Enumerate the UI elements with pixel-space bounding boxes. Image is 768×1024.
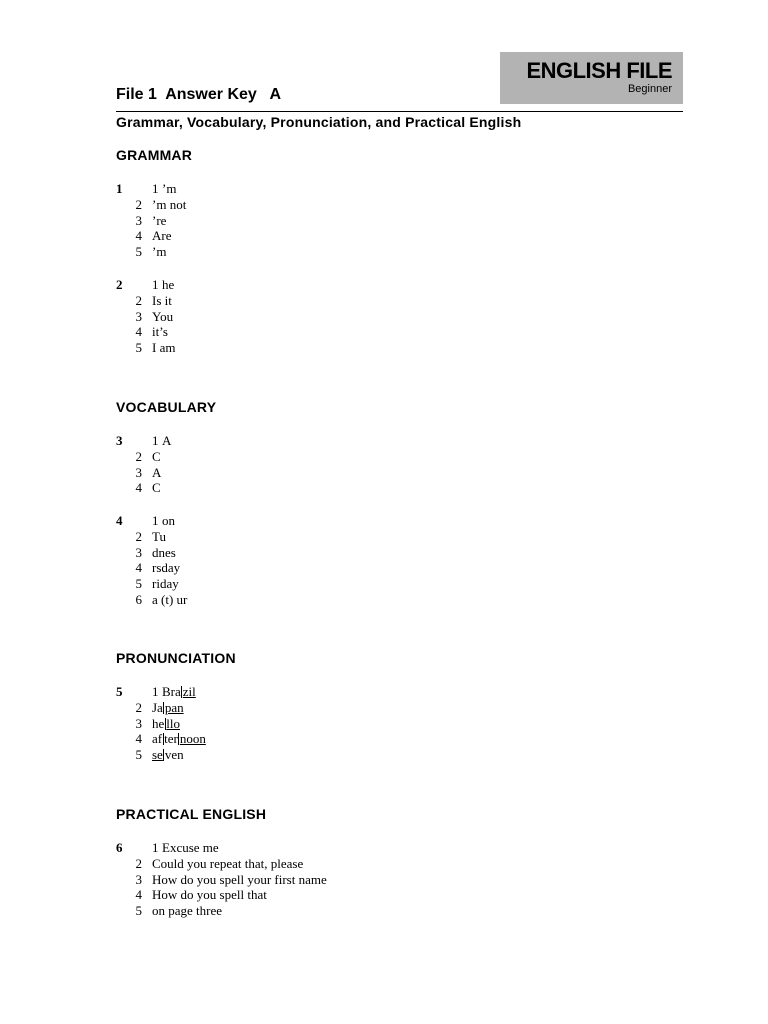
item-number: 1 [152,433,159,448]
answer-text: You [152,308,174,324]
item-number: 2 [135,292,142,308]
answer-line [0,449,768,465]
answer-line [0,576,768,592]
answer-text: Excuse me [162,840,219,855]
item-number: 2 [135,855,142,871]
answer-line [0,887,768,903]
item-number: 2 [135,699,142,715]
answer-text: ’m [162,181,177,196]
stressed-syllable: noon [179,731,206,747]
answer-text [152,731,206,747]
item-number: 3 [135,544,142,560]
answer-line [0,197,768,213]
exercise-number: 5 [116,684,123,699]
answer-text: rsday [152,560,181,576]
answer-line [0,545,768,561]
item-number: 3 [135,871,142,887]
stressed-syllable: pan [164,699,184,715]
item-number: 3 [135,715,142,731]
answer-line [0,340,768,356]
answer-text: A [162,433,172,448]
stressed-syllable: llo [166,715,181,731]
answer-text: A [152,464,162,480]
answer-text [162,684,196,700]
answer-text: dnes [152,544,176,560]
answer-text [152,716,180,732]
item-number: 1 [152,277,159,292]
answer-line [0,433,768,449]
title-divider [116,111,683,112]
answer-line [0,513,768,529]
answer-text: ’re [152,212,167,228]
exercise-number: 3 [116,433,123,448]
page-subtitle: Grammar, Vocabulary, Pronunciation, and Practical English [116,114,522,130]
exercise-5 [0,684,768,763]
section-heading-grammar: GRAMMAR [116,147,193,163]
exercise-2 [0,277,768,356]
answer-text: Is it [152,292,172,308]
logo-subtitle: Beginner [627,83,672,95]
answer-line [0,716,768,732]
logo-title: ENGLISH FILE [526,58,672,83]
item-number: 1 [152,840,159,855]
answer-text: riday [152,576,179,592]
syllable: Bra [162,684,181,699]
answer-line [0,324,768,340]
item-number: 4 [135,731,142,747]
exercise-number: 1 [116,181,123,196]
item-number: 4 [135,887,142,903]
answer-text: C [152,480,161,496]
item-number: 4 [135,324,142,340]
exercise-6 [0,840,768,919]
answer-text: Are [152,228,172,244]
answer-line [0,465,768,481]
page-title: File 1 Answer Key A [116,86,282,103]
answer-text: I am [152,340,176,356]
answer-line [0,480,768,496]
answer-line [0,840,768,856]
item-number: 3 [135,308,142,324]
answer-line [0,228,768,244]
exercise-1 [0,181,768,260]
section-heading-practical-english: PRACTICAL ENGLISH [116,806,267,822]
item-number: 5 [135,244,142,260]
syllable: Ja [152,699,163,715]
item-number: 6 [135,591,142,607]
exercise-number: 2 [116,277,123,292]
answer-text: How do you spell your first name [152,871,327,887]
answer-line [0,309,768,325]
item-number: 5 [135,747,142,763]
exercise-4 [0,513,768,608]
answer-line [0,529,768,545]
stressed-syllable: se [152,747,163,763]
answer-text: a (t) ur [152,591,188,607]
item-number: 5 [135,576,142,592]
section-heading-pronunciation: PRONUNCIATION [116,650,236,666]
answer-line [0,856,768,872]
exercise-number: 4 [116,513,123,528]
answer-text: C [152,448,161,464]
item-number: 2 [135,448,142,464]
answer-line [0,213,768,229]
logo [500,52,683,104]
item-number: 1 [152,181,159,196]
syllable: ven [164,747,184,763]
answer-line [0,872,768,888]
answer-line [0,731,768,747]
answer-line [0,747,768,763]
section-heading-vocabulary: VOCABULARY [116,399,217,415]
answer-text: on page three [152,903,223,919]
answer-text: Could you repeat that, please [152,855,304,871]
answer-text: on [162,513,175,528]
answer-text: Tu [152,528,166,544]
answer-text [152,700,184,716]
syllable: he [152,715,165,731]
item-number: 2 [135,196,142,212]
answer-line [0,277,768,293]
answer-text: ’m not [152,196,187,212]
answer-line [0,560,768,576]
syllable: ter [164,731,178,747]
syllable: af [152,731,163,747]
item-number: 4 [135,480,142,496]
item-number: 1 [152,684,159,699]
item-number: 1 [152,513,159,528]
answer-line [0,293,768,309]
answer-line [0,592,768,608]
answer-line [0,244,768,260]
answer-text: ’m [152,244,167,260]
answer-text: he [162,277,175,292]
item-number: 3 [135,212,142,228]
item-number: 4 [135,228,142,244]
answer-text [152,747,184,763]
item-number: 3 [135,464,142,480]
answer-text: it’s [152,324,168,340]
stressed-syllable: zil [182,684,196,699]
exercise-3 [0,433,768,496]
answer-line [0,700,768,716]
item-number: 5 [135,903,142,919]
item-number: 5 [135,340,142,356]
item-number: 4 [135,560,142,576]
answer-text: How do you spell that [152,887,267,903]
exercise-number: 6 [116,840,123,855]
answer-line [0,903,768,919]
answer-line [0,684,768,700]
item-number: 2 [135,528,142,544]
answer-line [0,181,768,197]
